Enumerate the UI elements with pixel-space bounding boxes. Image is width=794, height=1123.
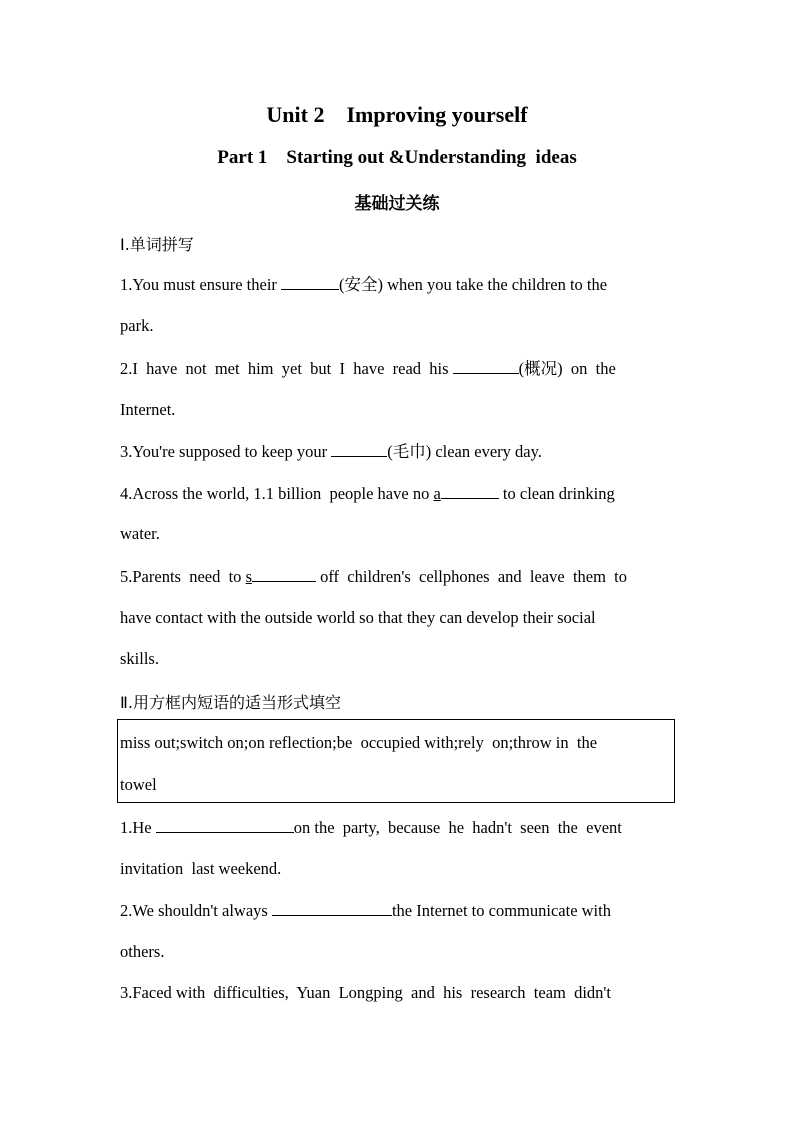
s1-q3-blank[interactable] bbox=[331, 440, 387, 457]
section1-heading: Ⅰ.单词拼写 bbox=[120, 235, 194, 254]
unit-title: Unit 2 Improving yourself bbox=[266, 102, 528, 127]
s2-q1-text-b: on the party, because he hadn't seen the event bbox=[293, 818, 622, 837]
s1-q5-blank[interactable] bbox=[252, 565, 316, 582]
s1-q5-line1 bbox=[120, 565, 673, 588]
s1-q2-text-b: (概况) on the bbox=[518, 359, 616, 378]
s2-q1-line2: invitation last weekend. bbox=[120, 859, 282, 878]
s1-q2-line2: Internet. bbox=[120, 400, 176, 419]
s1-q4-blank[interactable] bbox=[441, 482, 499, 499]
s1-q1-line2: park. bbox=[120, 316, 154, 335]
s2-q1-blank[interactable] bbox=[156, 816, 294, 833]
s2-q2-text-a: 2.We shouldn't always bbox=[120, 901, 268, 920]
s2-q2-blank[interactable] bbox=[272, 899, 392, 916]
s1-q5-line3: skills. bbox=[120, 649, 159, 668]
phrase-box-line2: towel bbox=[120, 775, 157, 794]
phrase-box-line1: miss out;switch on;on reflection;be occupied with;rely on;throw in the bbox=[120, 733, 598, 752]
s2-q2-line1 bbox=[120, 899, 673, 922]
s1-q5-line2: have contact with the outside world so that they can develop their social bbox=[120, 608, 596, 627]
s1-q4-hint-letter: a bbox=[433, 484, 441, 503]
s2-q2-text-b: the Internet to communicate with bbox=[391, 901, 611, 920]
s1-q1-line1 bbox=[120, 273, 673, 296]
s1-q4-text-b: to clean drinking bbox=[502, 484, 615, 503]
s1-q1-text-a: 1.You must ensure their bbox=[120, 275, 277, 294]
section2-heading: Ⅱ.用方框内短语的适当形式填空 bbox=[120, 693, 341, 712]
s1-q2-blank[interactable] bbox=[453, 357, 519, 374]
s2-q1-line1 bbox=[120, 816, 673, 839]
s1-q3-line bbox=[120, 440, 673, 463]
s1-q3-text-a: 3.You're supposed to keep your bbox=[120, 442, 328, 461]
exercise-title: 基础过关练 bbox=[354, 194, 440, 214]
s2-q2-line2: others. bbox=[120, 942, 165, 961]
s1-q1-text-b: (安全) when you take the children to the bbox=[339, 275, 608, 294]
s1-q4-line1 bbox=[120, 482, 673, 505]
s1-q2-line1 bbox=[120, 357, 673, 380]
s1-q5-text-b: off children's cellphones and leave them to bbox=[320, 567, 628, 586]
s1-q5-hint-letter: s bbox=[245, 567, 252, 586]
s1-q1-blank[interactable] bbox=[281, 273, 339, 290]
s1-q5-text-a: 5.Parents need to bbox=[120, 567, 242, 586]
s1-q4-line2: water. bbox=[120, 524, 160, 543]
s1-q2-text-a: 2.I have not met him yet but I have read his bbox=[120, 359, 449, 378]
s1-q4-text-a: 4.Across the world, 1.1 billion people have no bbox=[120, 484, 430, 503]
s1-q3-text-b: (毛巾) clean every day. bbox=[387, 442, 542, 461]
s2-q3-line1: 3.Faced with difficulties, Yuan Longping and his research team didn't bbox=[120, 983, 611, 1002]
part-title: Part 1 Starting out &Understanding ideas bbox=[217, 147, 577, 168]
s2-q1-text-a: 1.He bbox=[120, 818, 152, 837]
